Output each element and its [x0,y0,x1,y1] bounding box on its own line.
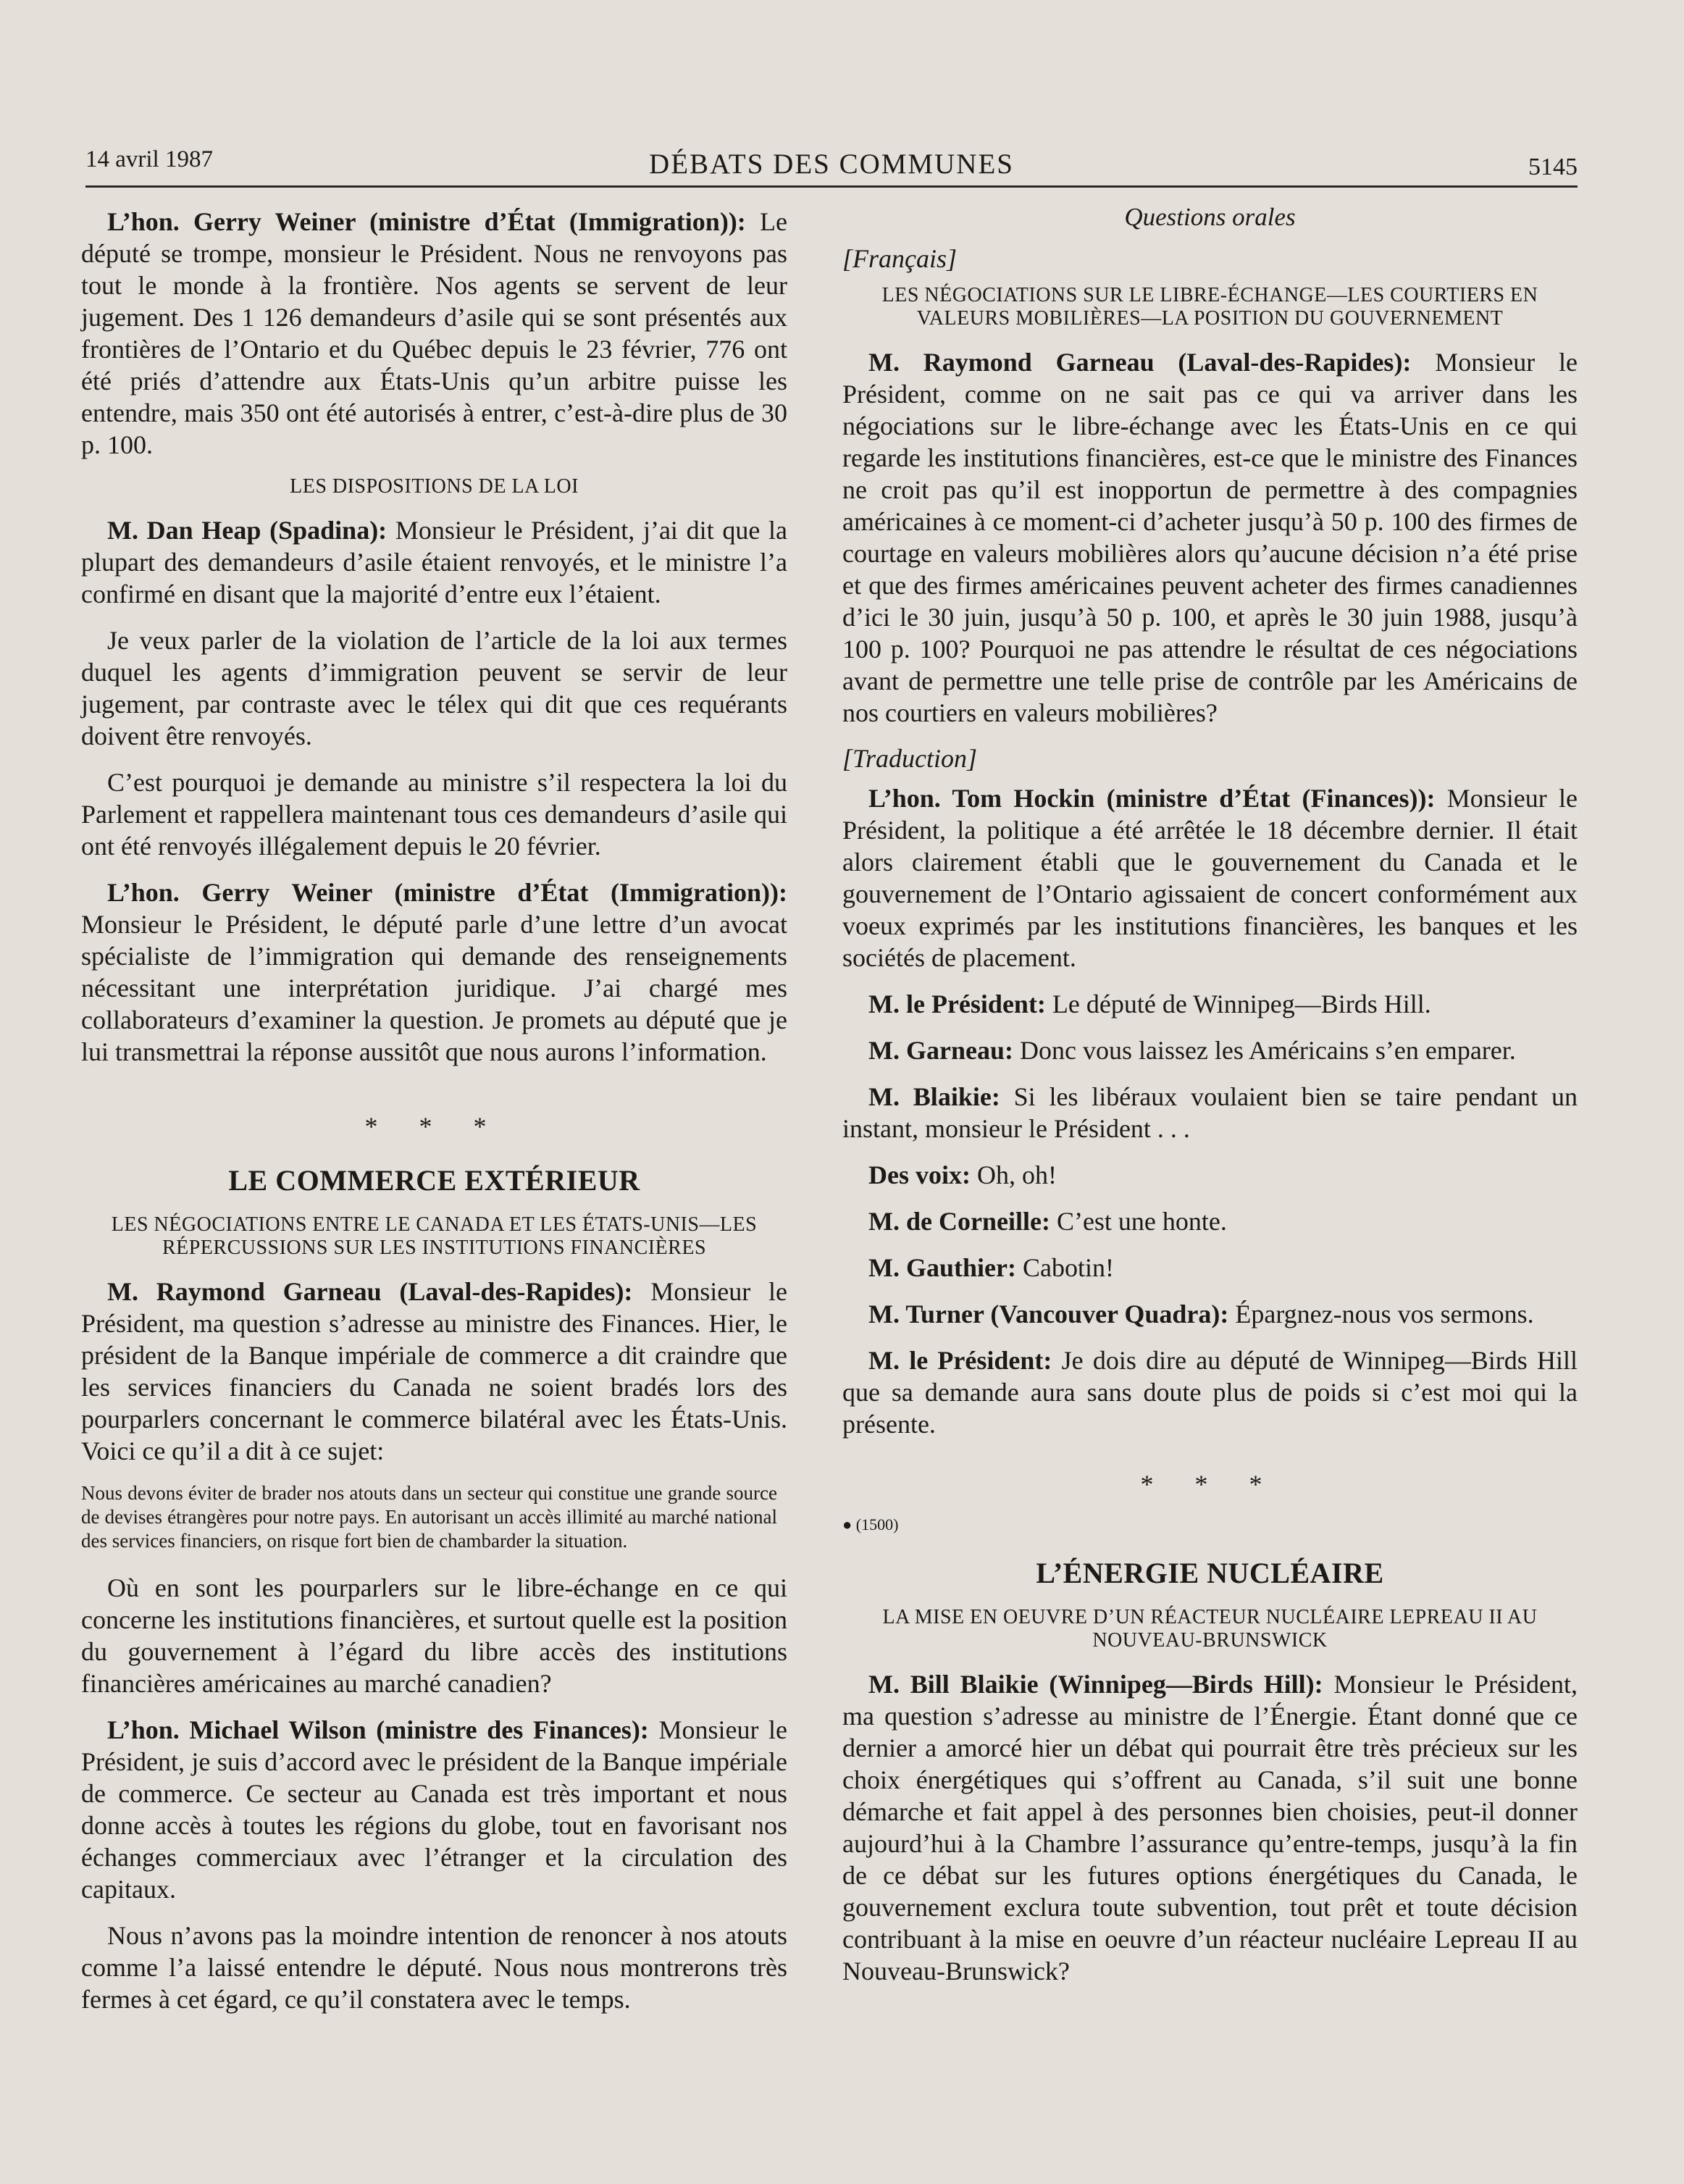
speech-heap-1 [81,514,787,610]
page-number: 5145 [1528,154,1578,180]
speech-garneau-3 [842,346,1578,729]
speech-wilson-1 [81,1714,787,1905]
speech-text: Monsieur le Président, le député parle d’une lettre d’un avocat spécialiste de l’immigration qui demande des renseignements nécessitant une interprétation juridique. J’ai chargé mes collaborateurs d’examiner la question. Je promets au député que je lui transmettrai la réponse aussitôt que nous aurons l’information. [81,910,787,1066]
speaker-name: M. Gauthier: [868,1253,1016,1282]
right-column [842,203,1578,2001]
speech-hockin [842,782,1578,974]
exchange-item [842,1205,1578,1237]
speech-text: Cabotin! [1022,1253,1114,1282]
subheading-courtiers: LES NÉGOCIATIONS SUR LE LIBRE-ÉCHANGE—LES COURTIERS EN VALEURS MOBILIÈRES—LA POSITION DU GOUVERNEMENT [881,284,1538,330]
quotation: Nous devons éviter de brader nos atouts dans un secteur qui constitue une grande source de devises étrangères pour notre pays. En autorisant un accès illimité au marché national des services financiers, on risque fort bien de chambarder la situation. [81,1482,777,1552]
exchange-item [842,1252,1578,1284]
speech-wilson-2: Nous n’avons pas la moindre intention de renoncer à nos atouts comme l’a laissé entendre le député. Nous nous montrerons très fermes à cet égard, ce qu’il constatera avec le temps. [81,1921,787,2014]
speaker-name: M. le Président: [868,1346,1052,1375]
speech-heap-3: C’est pourquoi je demande au ministre s’il respectera la loi du Parlement et rappellera maintenant tous ces demandeurs d’asile qui ont été renvoyés illégalement depuis le 20 février. [81,768,787,861]
language-tag-french: [Français] [842,244,958,273]
speech-garneau-1 [81,1276,787,1467]
subheading-dispositions: LES DISPOSITIONS DE LA LOI [290,475,579,498]
speech-garneau-2: Où en sont les pourparlers sur le libre-échange en ce qui concerne les institutions financières, et surtout quelle est la position du gouvernement à l’égard du libre accès des institutions financières américaines au marché canadien? [81,1573,787,1698]
speech-text: Le député de Winnipeg—Birds Hill. [1052,990,1431,1018]
speaker-name: M. de Corneille: [868,1207,1050,1236]
speaker-name: M. Garneau: [868,1036,1013,1065]
speaker-name: L’hon. Tom Hockin (ministre d’État (Finances)): [868,784,1436,813]
exchange-item [842,1034,1578,1066]
exchange-item [842,1081,1578,1145]
section-heading-energie: L’ÉNERGIE NUCLÉAIRE [1036,1557,1384,1589]
speech-heap-2: Je veux parler de la violation de l’article de la loi aux termes duquel les agents d’immigration peuvent se servir de leur jugement, par contraste avec le télex qui dit que ces requérants doivent être renvoyés. [81,626,787,750]
speech-blaikie [842,1668,1578,1987]
speech-text: Donc vous laissez les Américains s’en emparer. [1019,1036,1516,1065]
speech-text: Je dois dire au député de Winnipeg—Birds Hill que sa demande aura sans doute plus de poids si c’est moi qui la présente. [842,1346,1578,1439]
speaker-name: M. Raymond Garneau (Laval-des-Rapides): [868,348,1412,377]
left-column [81,206,787,2030]
speaker-name: M. le Président: [868,990,1046,1018]
header-title: DÉBATS DES COMMUNES [649,148,1014,180]
speaker-name: M. Dan Heap (Spadina): [107,516,388,545]
section-heading-commerce: LE COMMERCE EXTÉRIEUR [228,1164,640,1197]
speaker-name: Des voix: [868,1160,971,1189]
section-separator: * * * [1140,1470,1280,1499]
speaker-name: L’hon. Michael Wilson (ministre des Finances): [107,1715,649,1744]
subheading-negociations: LES NÉGOCIATIONS ENTRE LE CANADA ET LES ÉTATS-UNIS—LES RÉPERCUSSIONS SUR LES INSTITUTIONS FINANCIÈRES [111,1213,758,1259]
speaker-name: L’hon. Gerry Weiner (ministre d’État (Immigration)): [107,207,746,236]
speech-text: Si les libéraux voulaient bien se taire pendant un instant, monsieur le Président . . . [842,1082,1578,1143]
speaker-name: M. Raymond Garneau (Laval-des-Rapides): [107,1277,633,1306]
exchange-item [842,988,1578,1020]
subheading-lepreau: LA MISE EN OEUVRE D’UN RÉACTEUR NUCLÉAIRE LEPREAU II AU NOUVEAU-BRUNSWICK [882,1606,1538,1652]
header-date: 14 avril 1987 [85,146,213,172]
speaker-name: M. Blaikie: [868,1082,1000,1111]
section-separator: * * * [364,1112,504,1141]
speech-weiner-1 [81,206,787,461]
header-rule [85,185,1578,188]
speech-weiner-2 [81,876,787,1068]
speech-text: Le député se trompe, monsieur le Président. Nous ne renvoyons pas tout le monde à la frontière. Nos agents se servent de leur jugement. Des 1 126 demandeurs d’asile qui se sont présentés aux frontières de l’Ontario et du Québec depuis le 23 février, 776 ont été priés d’attendre aux États-Unis qu’un arbitre puisse les entendre, mais 350 ont été autorisés à entrer, c’est-à-dire plus de 30 p. 100. [81,207,788,459]
exchange-item [842,1344,1578,1440]
time-marker: ● (1500) [842,1515,899,1534]
language-tag-translation: [Traduction] [842,744,978,773]
speaker-name: M. Turner (Vancouver Quadra): [868,1300,1229,1329]
exchange-item [842,1159,1578,1191]
page-header [85,142,1578,183]
speaker-name: L’hon. Gerry Weiner (ministre d’État (Immigration)): [107,878,787,907]
speech-text: Épargnez-nous vos sermons. [1235,1300,1534,1329]
speech-text: Monsieur le Président, comme on ne sait pas ce qui va arriver dans les négociations sur le libre-échange avec les États-Unis en ce qui regarde les institutions financières, est-ce que le ministre des Finances ne croit pas qu’il est inopportun de permettre à des compagnies américaines à ce moment-ci d’acheter jusqu’à 50 p. 100 des firmes de courtage en valeurs mobilières alors qu’aucune décision n’a été prise et que des firmes américaines peuvent acheter des firmes canadiennes d’ici le 30 juin, jusqu’à 50 p. 100, et après le 30 juin 1988, jusqu’à 100 p. 100? Pourquoi ne pas attendre le résultat de ces négociations avant de permettre une telle prise de contrôle par les Américains de nos courtiers en valeurs mobilières? [842,348,1578,727]
speech-text: C’est une honte. [1056,1207,1227,1236]
exchange-item [842,1298,1578,1330]
speaker-name: M. Bill Blaikie (Winnipeg—Birds Hill): [868,1670,1323,1699]
speech-text: Monsieur le Président, je suis d’accord avec le président de la Banque impériale de commerce. Ce secteur au Canada est très important et nous donne accès à toutes les régions du globe, tout en favorisant nos échanges commerciaux avec l’étranger et la circulation des capitaux. [81,1715,788,1904]
speech-text: Monsieur le Président, ma question s’adresse au ministre des Finances. Hier, le président de la Banque impériale de commerce a dit craindre que les services financiers du Canada ne soient bradés lors des pourparlers concernant le commerce bilatéral avec les États-Unis. Voici ce qu’il a dit à ce sujet: [81,1277,788,1465]
speech-text: Monsieur le Président, ma question s’adresse au ministre de l’Énergie. Étant donné que ce dernier a amorcé hier un débat qui pourrait être très précieux sur les choix énergétiques qui s’offrent au Canada, s’il suit une bonne démarche et fait appel à des personnes bien choisies, peut-il donner aujourd’hui à la Chambre l’assurance qu’entre-temps, jusqu’à la fin de ce débat sur les futures options énergétiques du Canada, le gouvernement exclura toute subvention, tout prêt et toute décision contribuant à la mise en oeuvre d’un réacteur nucléaire Lepreau II au Nouveau-Brunswick? [842,1670,1578,1986]
speech-text: Monsieur le Président, la politique a été arrêtée le 18 décembre dernier. Il était alors clairement établi que le gouvernement du Canada et le gouvernement de l’Ontario agissaient de concert conformément aux voeux exprimés par les institutions financières, les banques et les sociétés de placement. [842,784,1578,972]
column-subhead: Questions orales [1124,203,1296,231]
speech-text: Oh, oh! [976,1160,1057,1189]
speech-text: Monsieur le Président, j’ai dit que la plupart des demandeurs d’asile étaient renvoyés, et le ministre l’a confirmé en disant que la majorité d’entre eux l’étaient. [81,516,788,608]
